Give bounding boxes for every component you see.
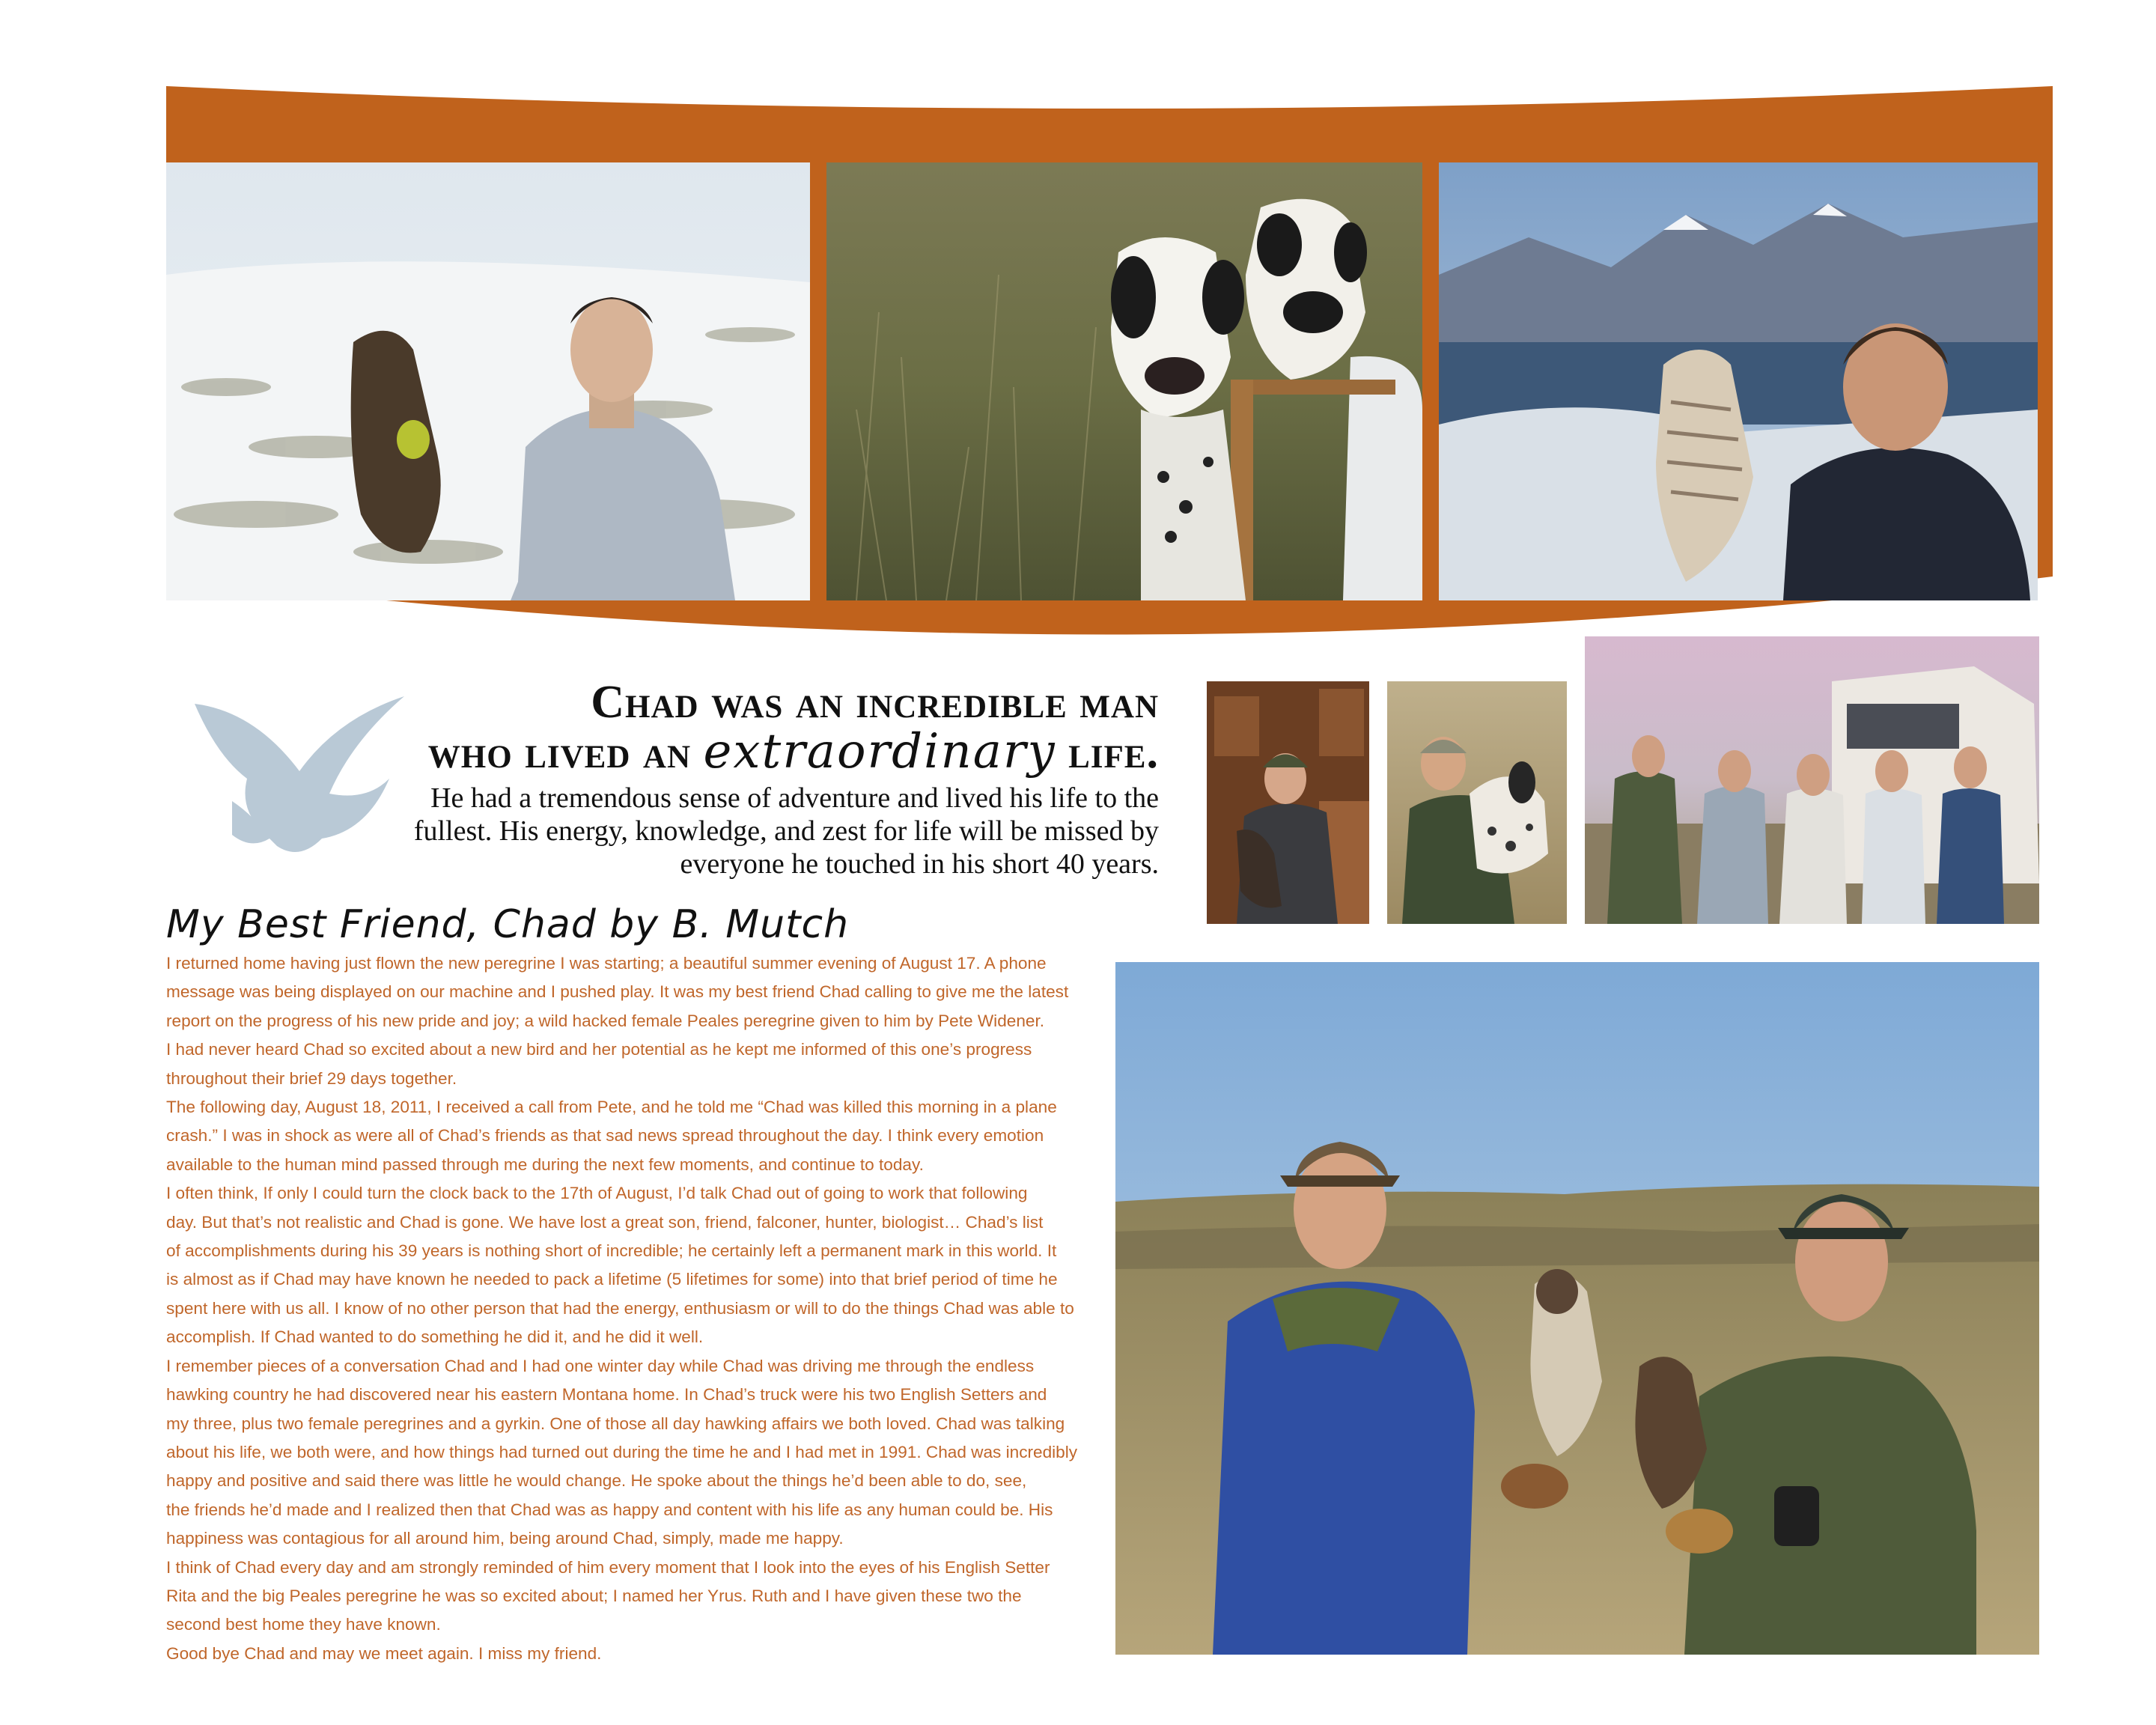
- article-line: spent here with us all. I know of no other person that had the energy, enthusiasm or will to do the things Chad was able to: [166, 1298, 1074, 1318]
- article-line: my three, plus two female peregrines and a gyrkin. One of those all day hawking affairs we both loved. Chad was talking: [166, 1414, 1065, 1433]
- article-line: day. But that’s not realistic and Chad is gone. We have lost a great son, friend, falconer, hunter, biologist… Chad’s list: [166, 1212, 1044, 1232]
- headline-line-2-before: who lived an: [427, 727, 704, 778]
- headline-sub-line: fullest. His energy, knowledge, and zest for life will be missed by: [413, 815, 1159, 847]
- headline-subtext: [359, 782, 1159, 880]
- article-line: Good bye Chad and may we meet again. I miss my friend.: [166, 1643, 602, 1663]
- headline-line-2: [359, 724, 1159, 779]
- photo-man-with-pheasant-snow: [166, 162, 810, 600]
- photo-man-with-gyrfalcon-mountains: [1439, 162, 2038, 600]
- article-line: is almost as if Chad may have known he needed to pack a lifetime (5 lifetimes for some) into that brief period of time he: [166, 1270, 1058, 1289]
- photo-man-with-bird-indoors: [1207, 681, 1369, 924]
- photo-two-english-setters: [826, 162, 1422, 600]
- photo-man-holding-setter: [1387, 681, 1567, 924]
- article-line: I remember pieces of a conversation Chad and I had one winter day while Chad was driving me through the endless: [166, 1356, 1035, 1375]
- article-line: message was being displayed on our machine and I pushed play. It was my best friend Chad calling to give me the latest: [166, 982, 1069, 1002]
- article-line: happiness was contagious for all around him, being around Chad, simply, made me happy.: [166, 1529, 844, 1548]
- article-line: available to the human mind passed through me during the next few moments, and continue to today.: [166, 1154, 924, 1174]
- article-body: [166, 949, 1132, 1668]
- article-line: The following day, August 18, 2011, I received a call from Pete, and he told me “Chad was killed this morning in a plane: [166, 1098, 1057, 1117]
- headline-line-2-after: life.: [1056, 727, 1159, 778]
- article-line: happy and positive and said there was little he would change. He spoke about the things he’d been able to do, see,: [166, 1471, 1027, 1491]
- article-line: of accomplishments during his 39 years is nothing short of incredible; he certainly left a permanent mark in this world. It: [166, 1241, 1057, 1261]
- headline-block: [359, 678, 1159, 880]
- article-line: hawking country he had discovered near his eastern Montana home. In Chad’s truck were his two English Setters and: [166, 1385, 1047, 1405]
- article-line: second best home they have known.: [166, 1615, 441, 1634]
- article-line: accomplish. If Chad wanted to do something he did it, and he did it well.: [166, 1327, 704, 1347]
- article-line: I often think, If only I could turn the clock back to the 17th of August, I’d talk Chad out of going to work that following: [166, 1184, 1028, 1203]
- photo-group-of-five-falconers: [1585, 636, 2039, 924]
- headline-script-word: extraordinary: [703, 724, 1056, 779]
- article-title: My Best Friend, Chad by B. Mutch: [166, 902, 850, 947]
- article-line: I returned home having just flown the new peregrine I was starting; a beautiful summer evening of August 17. A phone: [166, 954, 1047, 973]
- article-line: Rita and the big Peales peregrine he was so excited about; I named her Yrus. Ruth and I have given these two the: [166, 1586, 1022, 1605]
- article-line: crash.” I was in shock as were all of Chad’s friends as that sad news spread throughout the day. I think every emotion: [166, 1126, 1044, 1146]
- article-line: about his life, we both were, and how things had turned out during the time he and I had met in 1991. Chad was incredibly: [166, 1442, 1078, 1461]
- headline-line-1: Chad was an incredible man: [591, 677, 1159, 728]
- headline-sub-line: everyone he touched in his short 40 years.: [680, 848, 1159, 880]
- article-line: I had never heard Chad so excited about a new bird and her potential as he kept me informed of this one’s progress: [166, 1040, 1032, 1059]
- article-line: I think of Chad every day and am strongly reminded of him every moment that I look into the eyes of his English Setter: [166, 1557, 1050, 1577]
- article-line: throughout their brief 29 days together.: [166, 1068, 457, 1088]
- article-line: the friends he’d made and I realized then that Chad was as happy and content with his life as any human could be. His: [166, 1500, 1053, 1519]
- photo-two-falconers-prairie: [1115, 962, 2039, 1655]
- headline-sub-line: He had a tremendous sense of adventure and lived his life to the: [430, 782, 1159, 814]
- article-line: report on the progress of his new pride and joy; a wild hacked female Peales peregrine given to him by Pete Widener.: [166, 1011, 1045, 1030]
